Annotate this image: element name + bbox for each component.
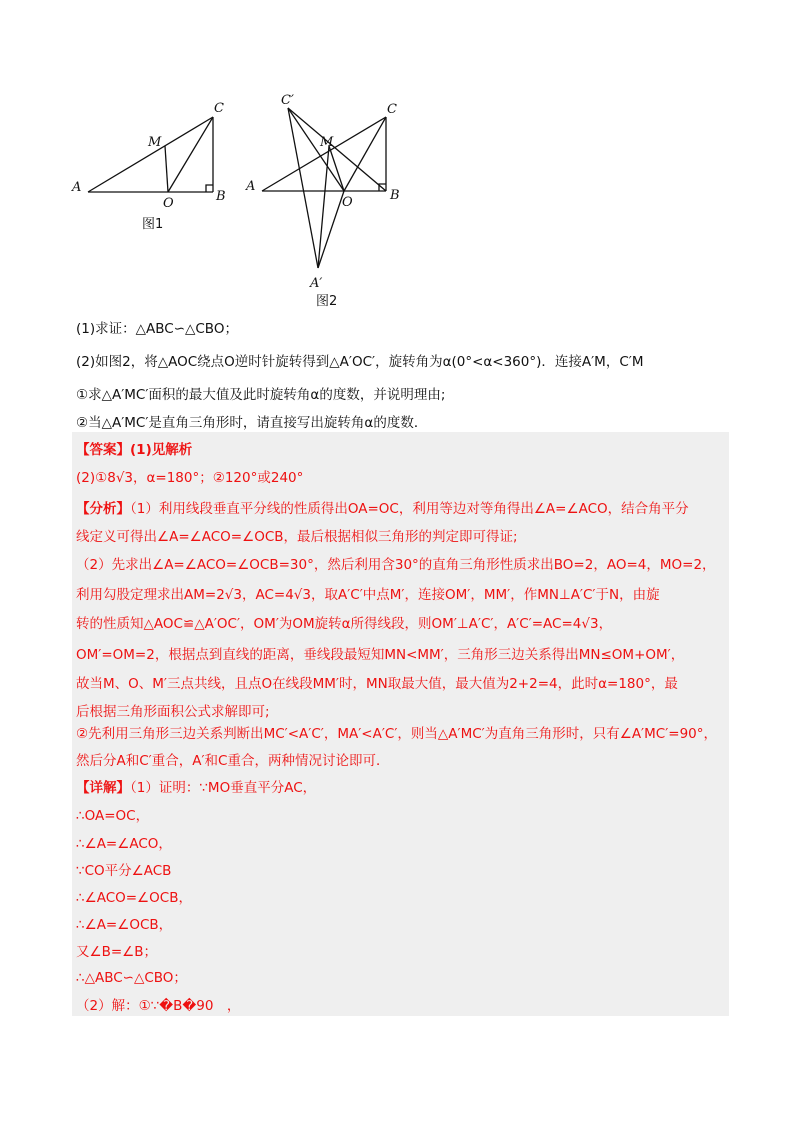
fig1-label-O: O: [163, 196, 174, 211]
fig2-label-A: A: [246, 179, 256, 194]
segment-C-prime-B: [288, 108, 386, 191]
segment-AC: [262, 117, 386, 191]
detail-line-7: 又∠B=∠B；: [76, 944, 158, 960]
detail-line-9: （2）解：①∵�B�90 ，: [76, 998, 241, 1014]
analysis-line-3: （2）先求出∠A=∠ACO=∠OCB=30°，然后利用含30°的直角三角形性质求出BO=2，AO=4，MO=2，: [76, 557, 716, 573]
fig1-label-B: B: [216, 189, 226, 204]
detail-text-1: （1）证明：∵MO垂直平分AC，: [130, 780, 317, 796]
segment-OC: [168, 117, 213, 192]
detail-tag: 【详解】: [76, 780, 130, 796]
fig1-caption: 图1: [142, 217, 164, 232]
analysis-line-9: ②先利用三角形三边关系判断出MC′<A′C′，MA′<A′C′，则当△A′MC′为直角三角形时，只有∠A′MC′=90°，: [76, 726, 717, 742]
fig2-label-C: C: [387, 102, 397, 117]
detail-line-3: ∴∠A=∠ACO，: [76, 836, 172, 852]
fig1-label-A: A: [72, 180, 82, 195]
fig2-label-O: O: [342, 195, 353, 210]
right-angle-mark: [206, 185, 213, 192]
detail-line-6: ∴∠A=∠OCB，: [76, 917, 173, 933]
fig2-caption: 图2: [316, 294, 338, 309]
analysis-line-6: OM′=OM=2，根据点到直线的距离，垂线段最短知MN<MM′，三角形三边关系得出MN≤OM+OM′，: [76, 647, 685, 663]
fig2-label-A-prime: A′: [310, 276, 323, 291]
answer-part-1: (1)见解析: [130, 442, 193, 458]
answer-tag: 【答案】: [76, 442, 130, 458]
detail-line-2: ∴OA=OC，: [76, 808, 150, 824]
detail-line-5: ∴∠ACO=∠OCB，: [76, 890, 192, 906]
detail-line-1: [76, 778, 316, 798]
analysis-line-8: 后根据三角形面积公式求解即可;: [76, 704, 270, 720]
detail-line-8: ∴△ABC∽△CBO；: [76, 970, 187, 986]
segment-AC: [88, 117, 213, 192]
question-2: (2)如图2，将△AOC绕点O逆时针旋转得到△A′OC′，旋转角为α(0°<α<360°)．连接A′M，C′M: [76, 354, 644, 370]
analysis-line-7: 故当M、O、M′三点共线，且点O在线段MM′时，MN取最大值，最大值为2+2=4，此时α=180°，最: [76, 676, 678, 692]
analysis-line-1: [76, 499, 689, 519]
question-2-part-1: ①求△A′MC′面积的最大值及此时旋转角α的度数，并说明理由;: [76, 387, 446, 403]
analysis-line-5: 转的性质知△AOC≌△A′OC′，OM′为OM旋转α所得线段，则OM′⊥A′C′，A′C′=AC=4√3，: [76, 616, 613, 632]
analysis-text-1: （1）利用线段垂直平分线的性质得出OA=OC，利用等边对等角得出∠A=∠ACO，结合角平分: [130, 501, 689, 517]
figure-1: [88, 117, 213, 192]
fig2-label-B: B: [390, 188, 400, 203]
fig1-label-M: M: [148, 135, 162, 150]
fig2-label-C-prime: C′: [281, 93, 294, 108]
question-2-part-2: ②当△A′MC′是直角三角形时，请直接写出旋转角α的度数．: [76, 415, 428, 431]
geometry-figures: [0, 0, 800, 320]
answer-line-2: (2)①8√3，α=180°；②120°或240°: [76, 470, 304, 486]
answer-line-1: [76, 440, 192, 460]
detail-line-4: ∵CO平分∠ACB: [76, 863, 172, 879]
fig1-label-C: C: [214, 101, 224, 116]
segment-MO: [165, 146, 168, 192]
analysis-line-4: 利用勾股定理求出AM=2√3，AC=4√3，取A′C′中点M′，连接OM′，MM′，作MN⊥A′C′于N，由旋: [76, 587, 660, 603]
segment-C-prime-A-prime: [288, 108, 318, 268]
analysis-line-2: 线定义可得出∠A=∠ACO=∠OCB，最后根据相似三角形的判定即可得证;: [76, 529, 518, 545]
fig2-label-M: M: [320, 135, 334, 150]
analysis-tag: 【分析】: [76, 501, 130, 517]
figure-2: [262, 108, 386, 268]
question-1: (1)求证：△ABC∽△CBO；: [76, 321, 238, 337]
segment-OC: [344, 117, 386, 191]
analysis-line-10: 然后分A和C′重合，A′和C重合，两种情况讨论即可．: [76, 753, 390, 769]
